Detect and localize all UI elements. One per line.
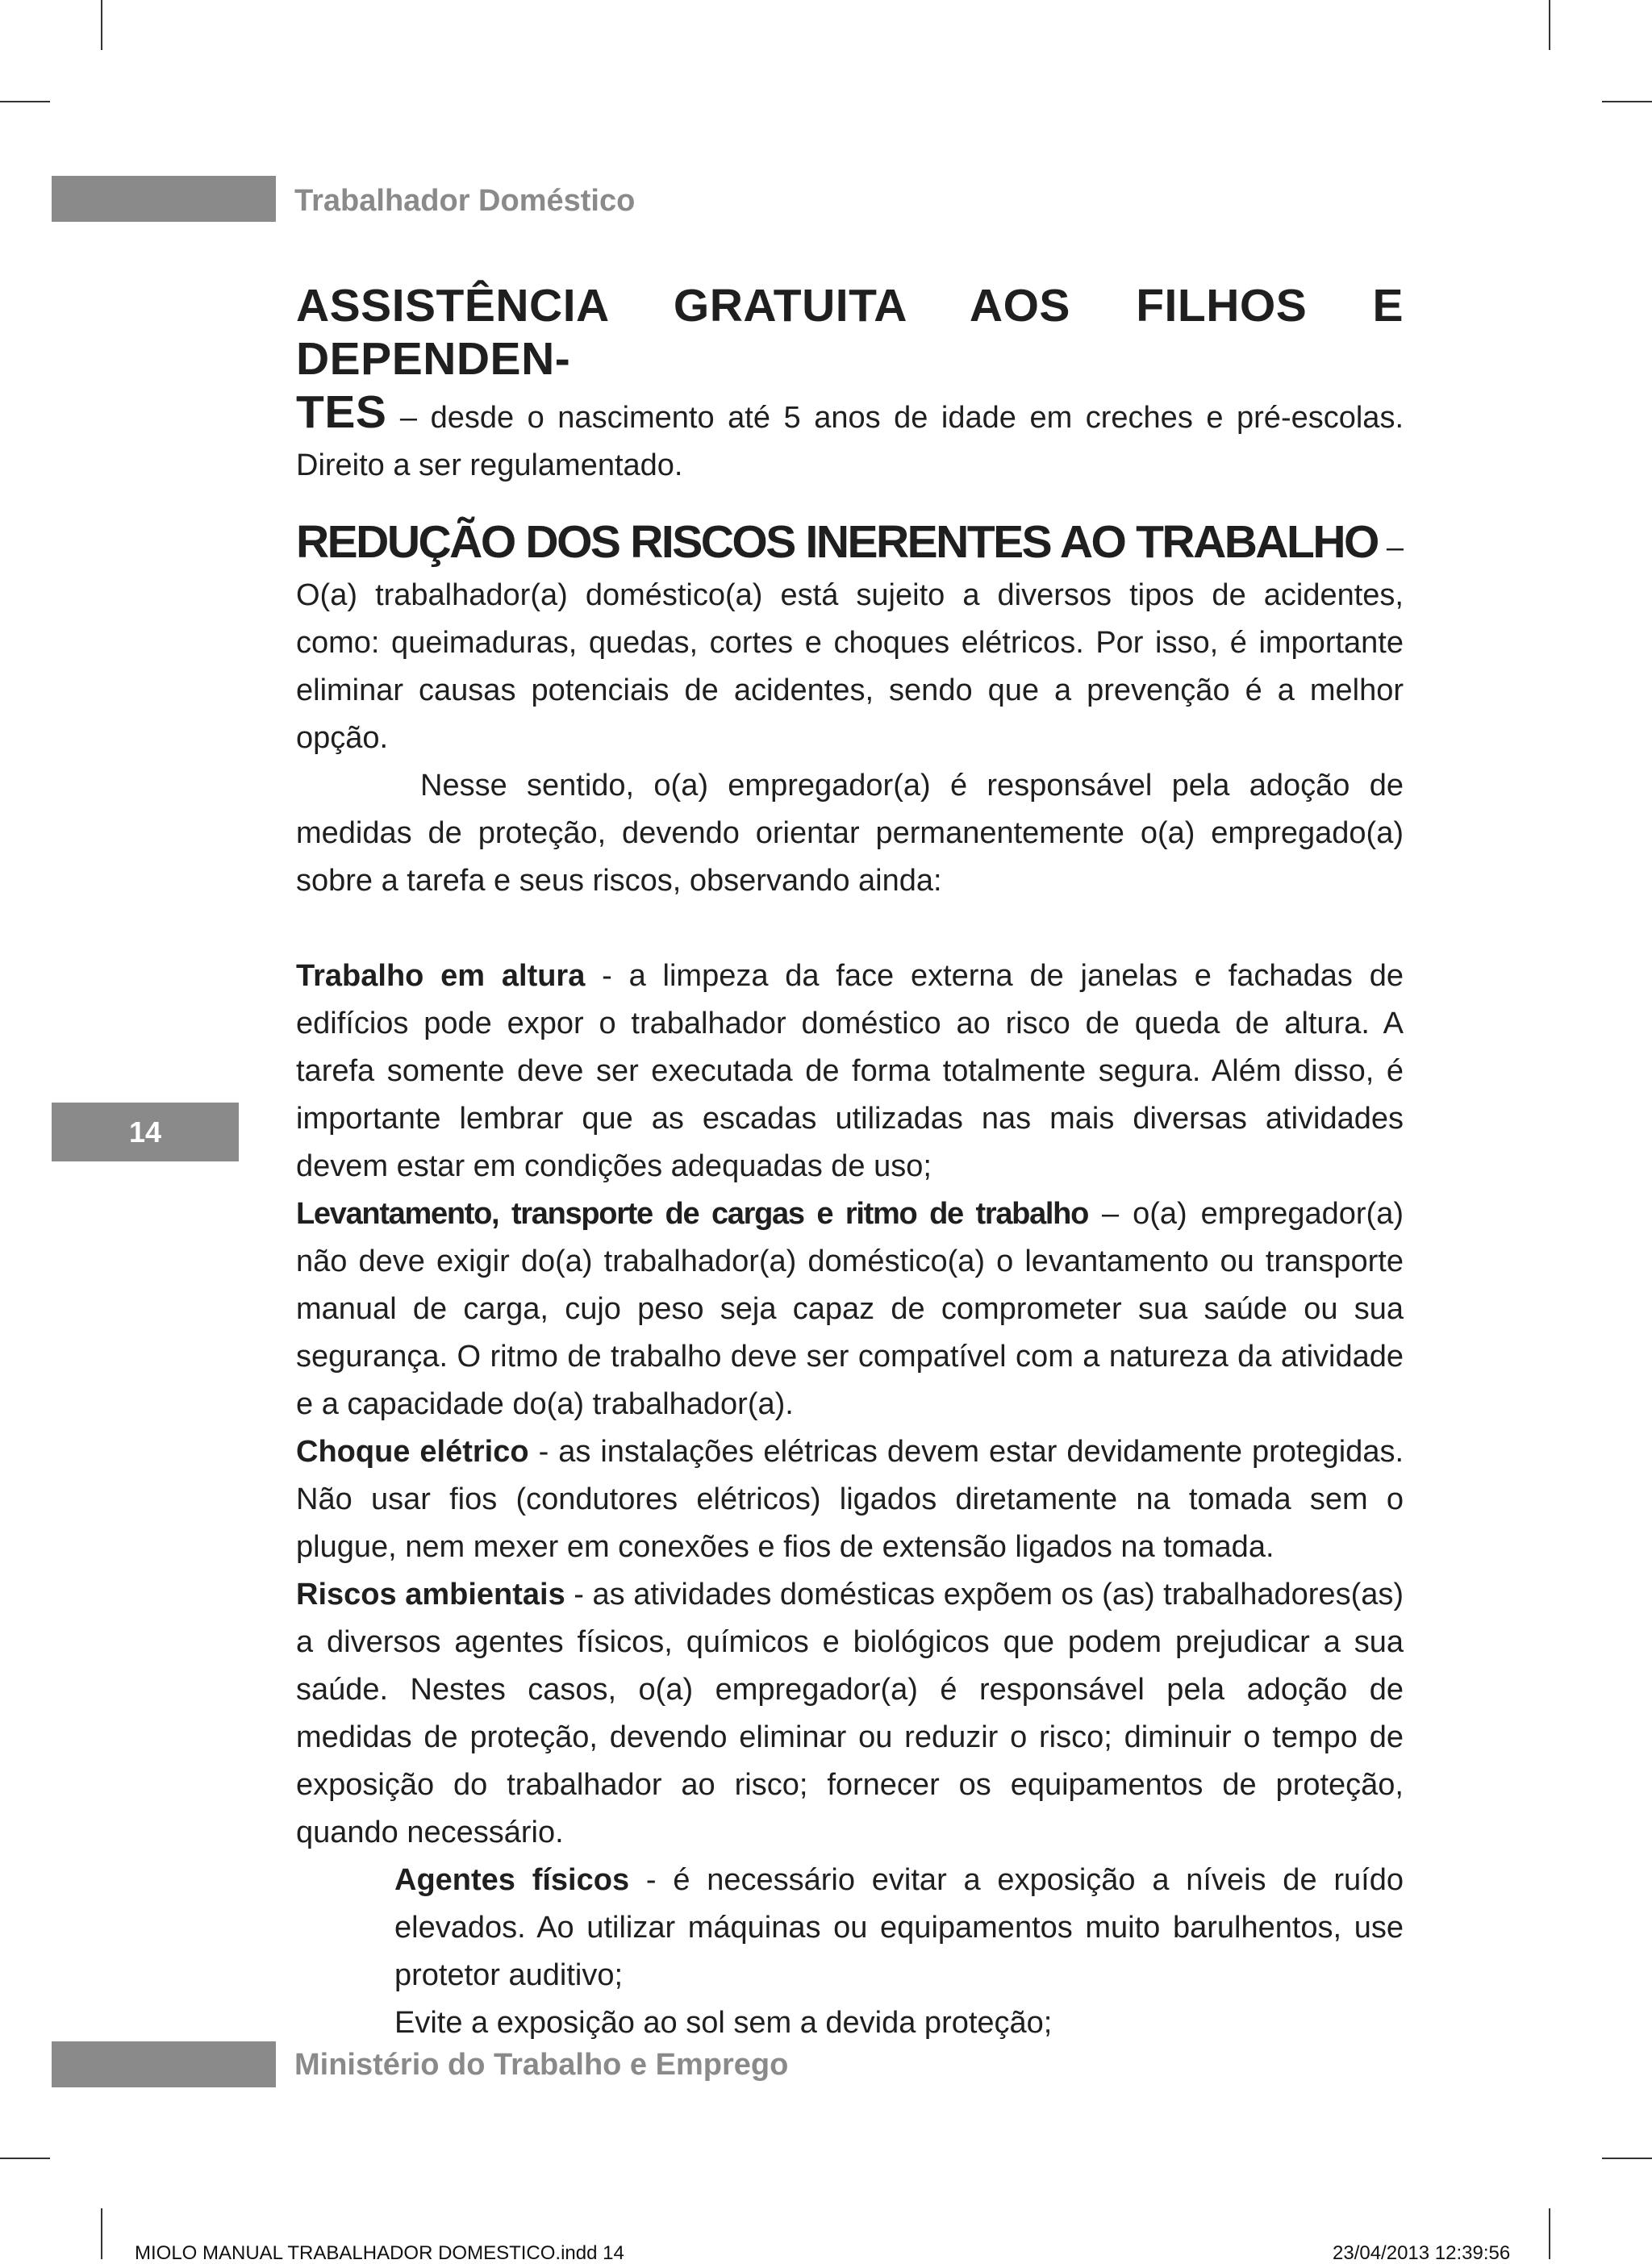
- running-header: Trabalhador Doméstico: [294, 184, 636, 218]
- item-text: - a limpeza da face externa de janelas e fachadas de edifícios pode expor o trabalhador doméstico ao risco de queda de altura. A tarefa somente deve ser executada de forma totalmente segura. Além disso, é importante lembrar que as escadas utilizadas nas mais diversas atividades devem estar em condições adequadas de uso;: [296, 959, 1404, 1183]
- crop-mark: [101, 0, 102, 50]
- section-text: – desde o nascimento até 5 anos de idade em creches e pré-escolas. Direito a ser regulamentado.: [296, 401, 1404, 482]
- page-body: [296, 282, 1404, 2047]
- item-term: Trabalho em altura: [296, 959, 586, 993]
- section-heading: REDUÇÃO DOS RISCOS INERENTES AO TRABALHO: [296, 516, 1378, 568]
- item-choque-eletrico: [296, 1428, 1404, 1571]
- item-term: Levantamento, transporte de cargas e ritmo de trabalho: [296, 1197, 1089, 1231]
- section-reducao: [296, 516, 1404, 762]
- section-assistencia: [296, 282, 1404, 490]
- item-text: - as instalações elétricas devem estar devidamente protegidas. Não usar fios (condutores elétricos) ligados diretamente na tomada sem o plugue, nem mexer em conexões e fios de extensão ligados na tomada.: [296, 1435, 1404, 1564]
- slug-timestamp: 23/04/2013 12:39:56: [1333, 2242, 1511, 2264]
- running-footer: Ministério do Trabalho e Emprego: [294, 2048, 789, 2082]
- crop-mark: [1549, 0, 1550, 50]
- subitem-term: Agentes físicos: [394, 1863, 630, 1897]
- item-text: – o(a) empregador(a) não deve exigir do(a) trabalhador(a) doméstico(a) o levantamento ou transporte manual de carga, cujo peso seja capaz de comprometer sua saúde ou sua segurança. O ritmo de trabalho deve ser compatível com a natureza da atividade e a capacidade do(a) trabalhador(a).: [296, 1197, 1404, 1421]
- header-bar: [52, 176, 276, 222]
- section-heading-continued: TES: [296, 386, 387, 438]
- crop-mark: [1602, 101, 1652, 102]
- footer-bar: [52, 2041, 276, 2087]
- item-levantamento: [296, 1190, 1404, 1428]
- section-heading: ASSISTÊNCIA GRATUITA AOS FILHOS E DEPENDEN-: [296, 280, 1404, 385]
- crop-mark: [0, 101, 50, 102]
- crop-mark: [101, 2208, 102, 2259]
- item-term: Choque elétrico: [296, 1435, 529, 1469]
- spacer: [296, 905, 1404, 953]
- crop-mark: [1549, 2208, 1550, 2259]
- crop-mark: [0, 2158, 50, 2159]
- slug-filename: MIOLO MANUAL TRABALHADOR DOMESTICO.indd 14: [135, 2242, 624, 2264]
- subitem-agentes-fisicos: [394, 1857, 1404, 1999]
- crop-mark: [1602, 2158, 1652, 2159]
- section-text: – O(a) trabalhador(a) doméstico(a) está sujeito a diversos tipos de acidentes, como: queimaduras, quedas, cortes e choques elétricos. Por isso, é importante eliminar causas potenciais de acidentes, sendo que a prevenção é a melhor opção.: [296, 531, 1404, 755]
- item-riscos-ambientais: [296, 1571, 1404, 1857]
- subitem-line: Evite a exposição ao sol sem a devida proteção;: [394, 2006, 1053, 2040]
- item-trabalho-altura: [296, 953, 1404, 1190]
- item-term: Riscos ambientais: [296, 1578, 565, 1611]
- paragraph: Nesse sentido, o(a) empregador(a) é responsável pela adoção de medidas de proteção, devendo orientar permanentemente o(a) empregado(a) sobre a tarefa e seus riscos, observando ainda:: [296, 769, 1404, 898]
- page-number: 14: [52, 1103, 239, 1161]
- item-text: - as atividades domésticas expõem os (as) trabalhadores(as) a diversos agentes físicos, químicos e biológicos que podem prejudicar a sua saúde. Nestes casos, o(a) empregador(a) é responsável pela adoção de medidas de proteção, devendo eliminar ou reduzir o risco; diminuir o tempo de exposição do trabalhador ao risco; fornecer os equipamentos de proteção, quando necessário.: [296, 1578, 1404, 1849]
- subitem-text: - é necessário evitar a exposição a níveis de ruído elevados. Ao utilizar máquinas ou equipamentos muito barulhentos, use protetor auditivo;: [394, 1863, 1404, 1992]
